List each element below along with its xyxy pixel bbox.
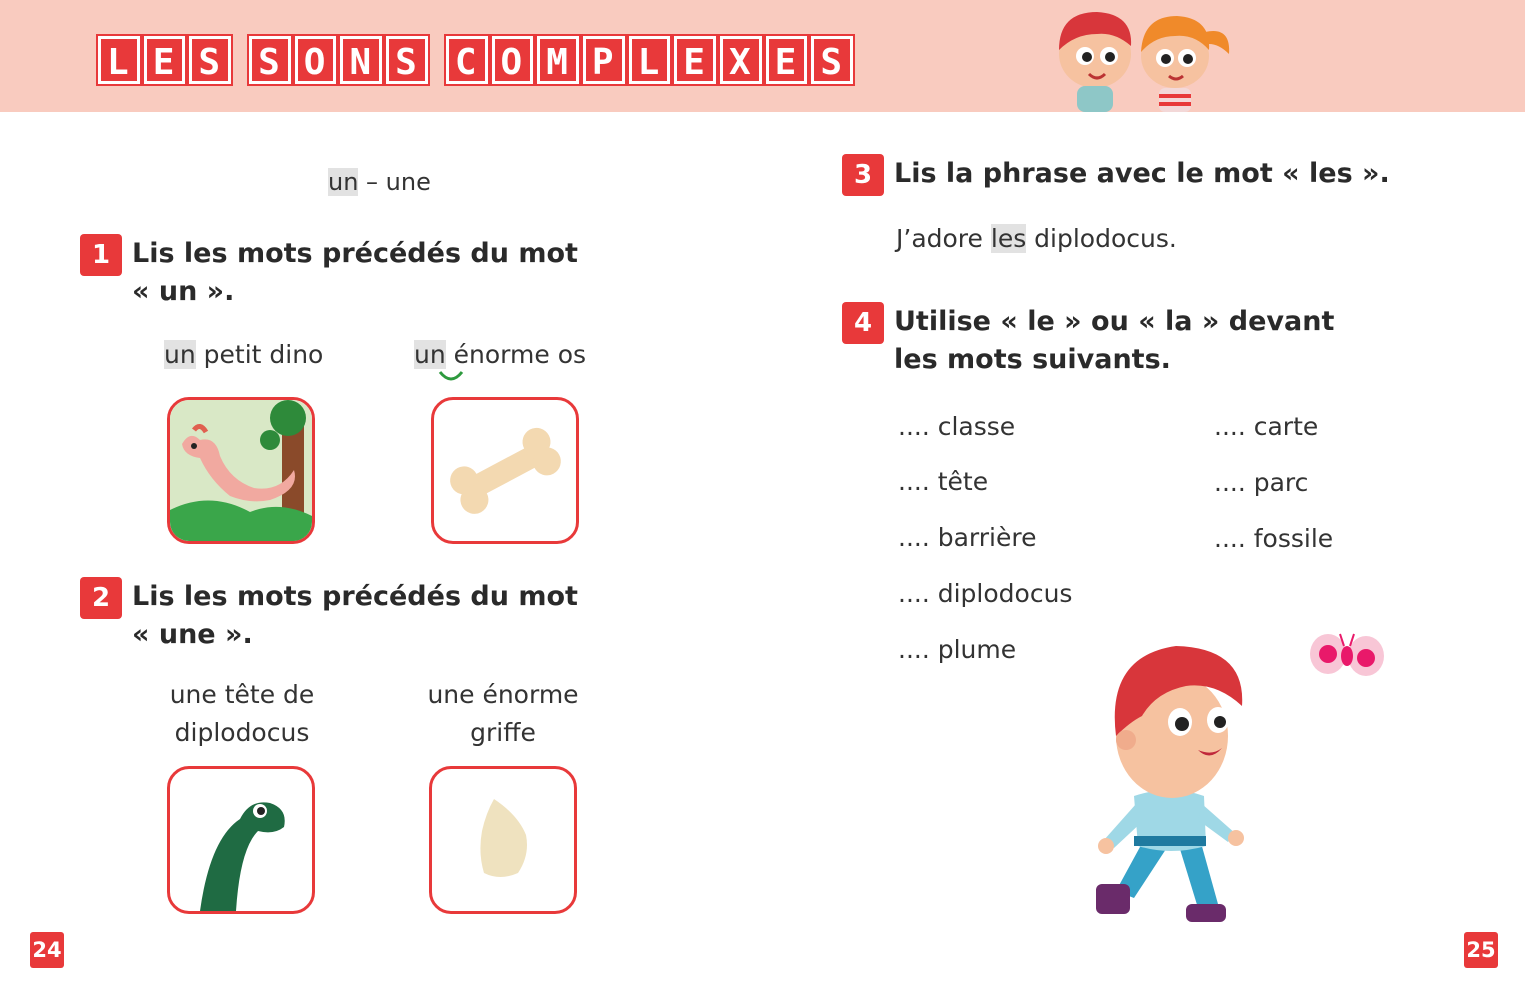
word-line: diplodocus [174, 718, 310, 747]
title-letter: M [537, 36, 579, 84]
exercise-number-badge: 1 [80, 234, 122, 276]
title-letter: O [492, 36, 534, 84]
picture-card-claw [429, 766, 577, 914]
title-letter: S [189, 36, 231, 84]
page-number-left: 24 [30, 932, 64, 968]
page-title [98, 36, 853, 84]
exercise-1-instruction [132, 235, 578, 311]
exercise-3-instruction: Lis la phrase avec le mot « les ». [894, 158, 1390, 189]
title-letter: X [720, 36, 762, 84]
fill-blank-item: .... diplodocus [898, 579, 1073, 608]
word-tete-diplodocus [160, 676, 324, 752]
instruction-line: les mots suivants. [894, 344, 1171, 375]
word-petit-dino [164, 340, 323, 369]
fill-blank-item: .... parc [1214, 468, 1309, 497]
word-line: une énorme [427, 680, 579, 709]
sentence [896, 224, 1177, 253]
picture-card-dino [167, 397, 315, 544]
title-letter: N [340, 36, 382, 84]
bone-icon [434, 400, 576, 541]
instruction-line: Lis les mots précédés du mot [132, 238, 578, 269]
fill-blank-item: .... barrière [898, 523, 1037, 552]
instruction-line: « une ». [132, 619, 253, 650]
article-highlight: un [414, 340, 446, 369]
sentence-part: J’adore [896, 224, 991, 253]
kids-illustration [1045, 4, 1235, 112]
sound-un: un [328, 168, 359, 196]
article-highlight: un [164, 340, 196, 369]
fill-blank-item: .... classe [898, 412, 1016, 441]
page-number-right: 25 [1464, 932, 1498, 968]
title-letter: E [144, 36, 186, 84]
title-letter: L [629, 36, 671, 84]
exercise-number-badge: 2 [80, 577, 122, 619]
title-letter: O [295, 36, 337, 84]
word-enorme-os [414, 340, 586, 369]
butterfly-icon [1308, 628, 1386, 684]
sentence-part: diplodocus. [1026, 224, 1177, 253]
sound-label [328, 168, 431, 196]
word-line: une tête de [169, 680, 315, 709]
title-letter: S [811, 36, 853, 84]
fill-blank-item: .... tête [898, 467, 989, 496]
picture-card-diplodocus [167, 766, 315, 914]
title-spacer [432, 36, 442, 84]
title-letter: E [766, 36, 808, 84]
word-rest: énorme os [445, 340, 587, 369]
title-letter: L [98, 36, 140, 84]
word-line: griffe [470, 718, 536, 747]
title-letter: S [386, 36, 428, 84]
title-letter: C [446, 36, 488, 84]
liaison-mark-icon [438, 370, 464, 384]
instruction-line: Utilise « le » ou « la » devant [894, 306, 1335, 337]
picture-card-bone [431, 397, 579, 544]
sound-une: – une [358, 168, 431, 196]
walking-boy-illustration [1086, 636, 1256, 926]
exercise-number-badge: 3 [842, 154, 884, 196]
fill-blank-item: .... plume [898, 635, 1017, 664]
title-letter: P [583, 36, 625, 84]
article-highlight: les [990, 224, 1027, 253]
diplodocus-head-icon [170, 769, 312, 911]
exercise-number-badge: 4 [842, 302, 884, 344]
exercise-2-instruction [132, 578, 578, 654]
page-header [0, 0, 1525, 112]
pink-dino-icon [170, 400, 312, 541]
title-letter: E [674, 36, 716, 84]
title-spacer [235, 36, 245, 84]
claw-icon [432, 769, 574, 911]
instruction-line: « un ». [132, 276, 235, 307]
instruction-line: Lis les mots précédés du mot [132, 581, 578, 612]
fill-blank-item: .... fossile [1214, 524, 1334, 553]
word-enorme-griffe [418, 676, 588, 752]
exercise-4-instruction [894, 303, 1334, 379]
word-rest: petit dino [195, 340, 324, 369]
title-letter: S [249, 36, 291, 84]
fill-blank-item: .... carte [1214, 412, 1319, 441]
